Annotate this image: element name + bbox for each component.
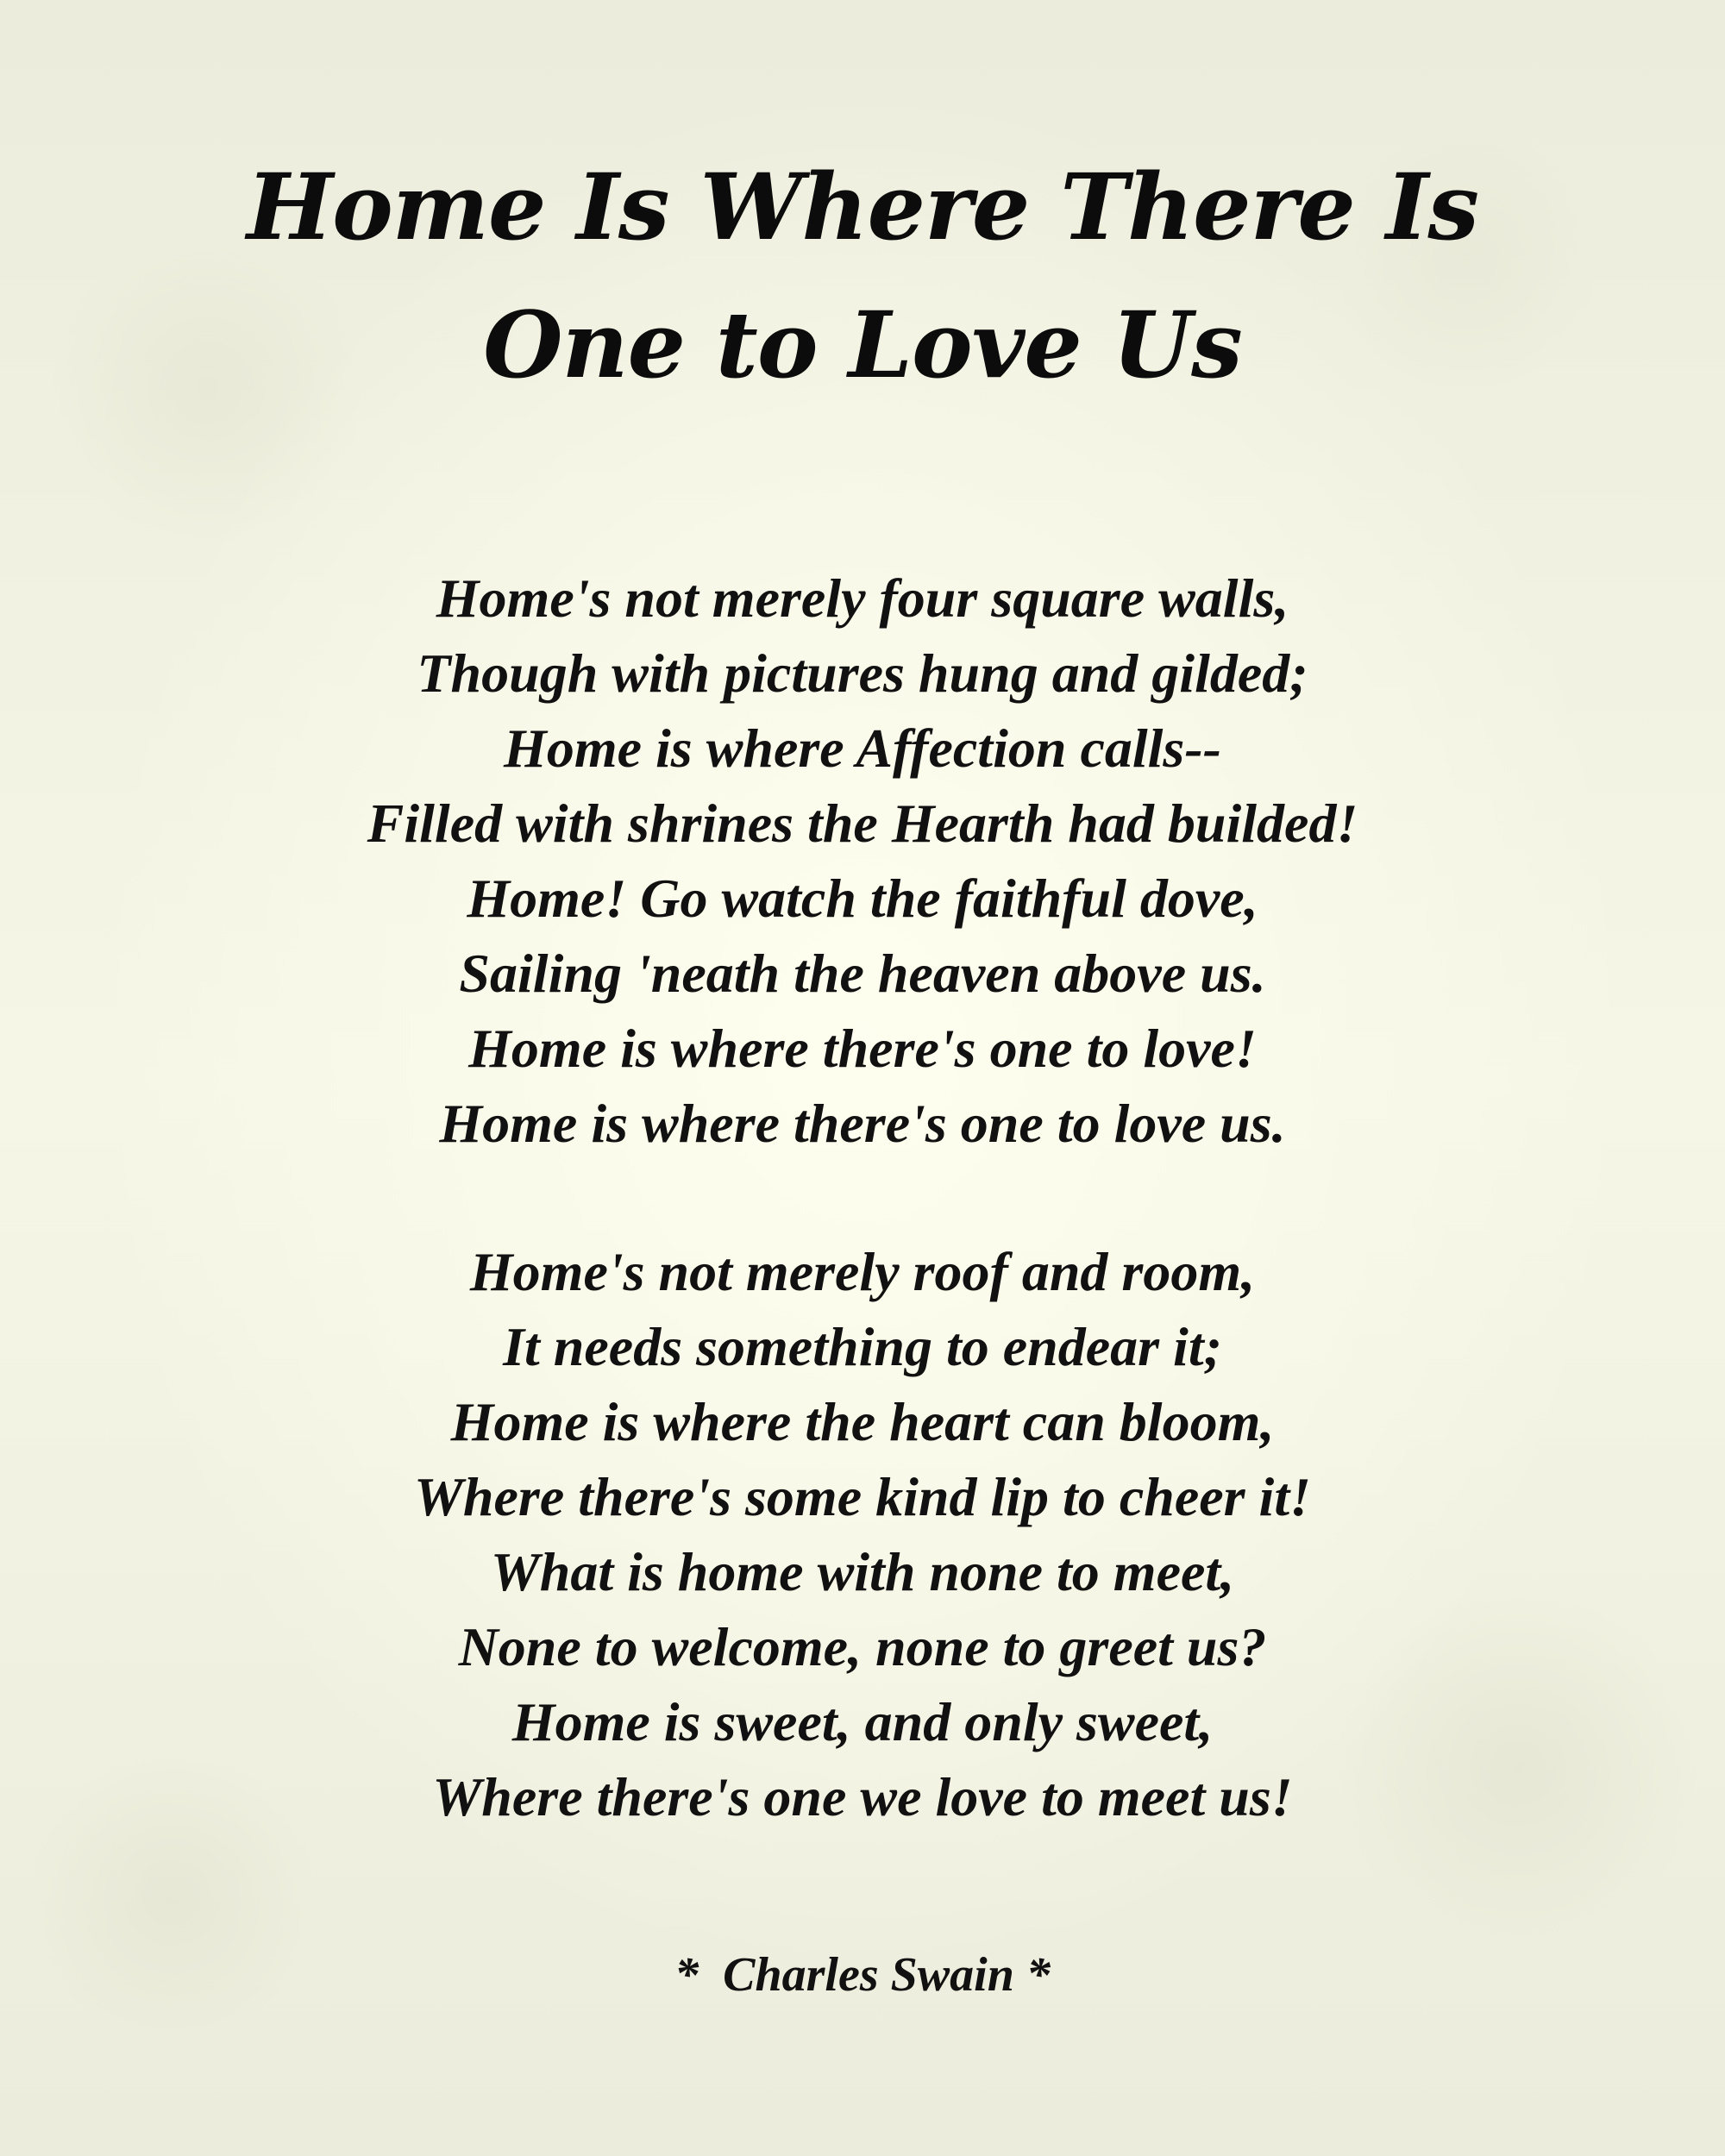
poem-line: Home is where Affection calls-- (504, 718, 1221, 779)
poem-line: Home's not merely four square walls, (436, 567, 1289, 629)
poem-title (86, 138, 1639, 414)
poem-line: It needs something to endear it; (503, 1316, 1222, 1377)
poem-line: Home is where there's one to love us. (439, 1093, 1286, 1154)
poem-line: Home! Go watch the faithful dove, (467, 868, 1258, 929)
stanza-1 (129, 561, 1596, 1161)
poem-line: None to welcome, none to greet us? (458, 1616, 1267, 1677)
poem-line: Sailing 'neath the heaven above us. (459, 943, 1266, 1004)
poem-line: Home is sweet, and only sweet, (511, 1691, 1214, 1752)
poem-title-line: One to Love Us (483, 291, 1242, 398)
poem-author: * Charles Swain * (674, 1948, 1051, 2002)
poem-line: Home is where the heart can bloom, (450, 1391, 1275, 1452)
poem-line: Though with pictures hung and gilded; (417, 642, 1308, 704)
poem-line: What is home with none to meet, (490, 1541, 1235, 1602)
poem-line: Home is where there's one to love! (468, 1018, 1257, 1079)
poem-title-line: Home Is Where There Is (246, 153, 1479, 260)
poem-line: Home's not merely roof and room, (469, 1241, 1256, 1302)
poem-line: Filled with shrines the Hearth had builded! (367, 793, 1358, 854)
poem-line: Where there's one we love to meet us! (432, 1766, 1293, 1827)
stanza-2 (129, 1234, 1596, 1834)
poem-line: Where there's some kind lip to cheer it! (414, 1466, 1311, 1527)
